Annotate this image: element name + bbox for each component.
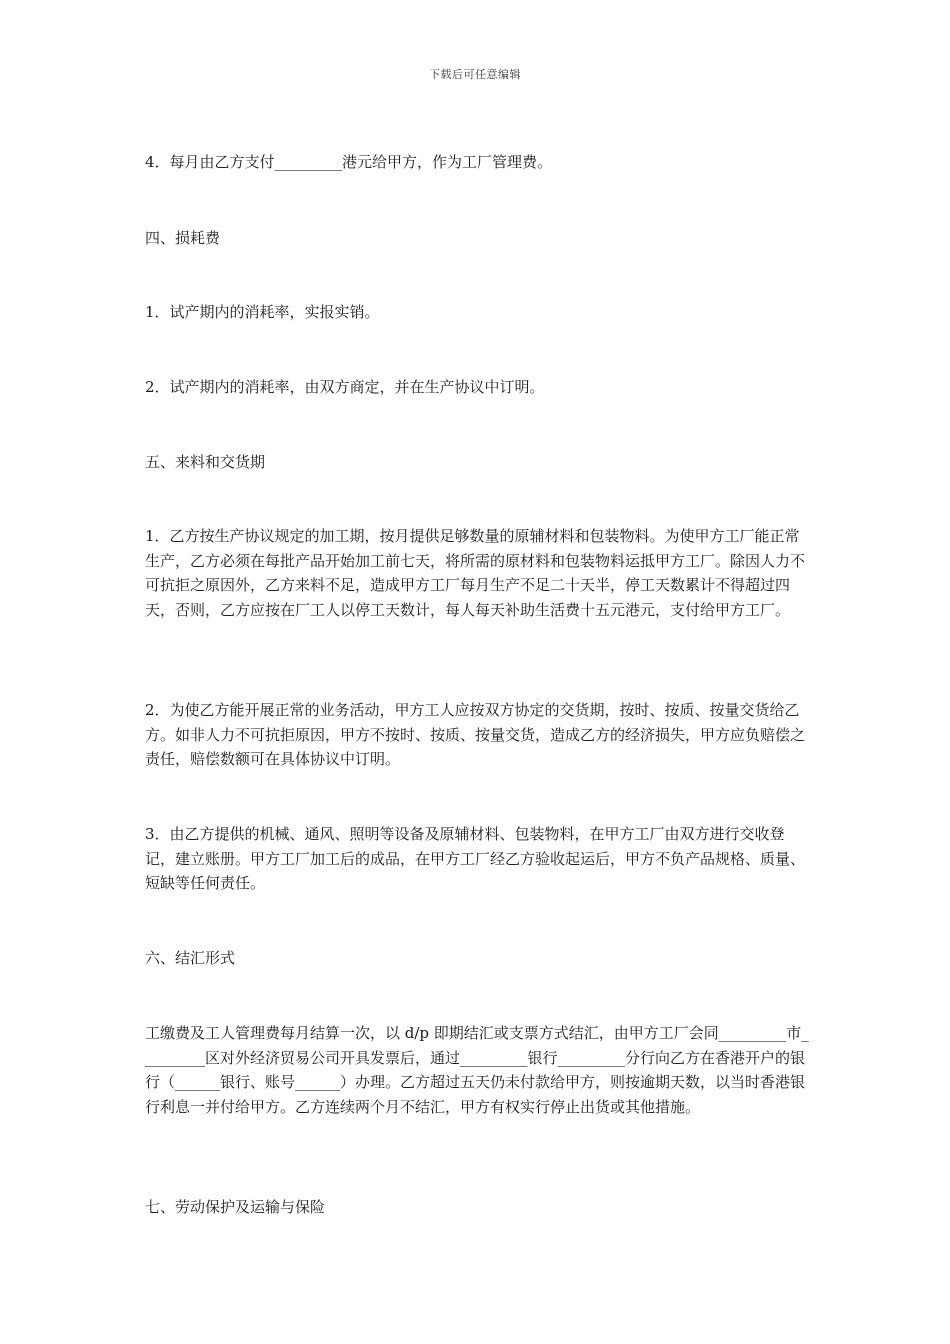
section-heading-7: 七、劳动保护及运输与保险 (145, 1198, 326, 1216)
section-heading-6: 六、结汇形式 (145, 949, 236, 967)
clause-3-item-4: 4．每月由乙方支付_________港元给甲方，作为工厂管理费。 (145, 153, 553, 171)
clause-6-settlement: 工缴费及工人管理费每月结算一次，以 d/p 即期结汇或支票方式结汇，由甲方工厂会同_________市_________区对外经济贸易公司开具发票后，通过_________银行_________分行向乙方在香港开户的银行（______银行、账号______）办理。乙方超过五天仍未付款给甲方，则按逾期天数，以当时香港银行利息一并付给甲方。乙方连续两个月不结汇，甲方有权实行停止出货或其他措施。 (145, 1024, 809, 1116)
clause-5-item-3: 3．由乙方提供的机械、通风、照明等设备及原辅材料、包装物料，在甲方工厂由双方进行交收登记，建立账册。甲方工厂加工后的成品，在甲方工厂经乙方验收起运后，甲方不负产品规格、质量、短缺等任何责任。 (145, 825, 806, 892)
clause-5-item-2: 2．为使乙方能开展正常的业务活动，甲方工人应按双方协定的交货期，按时、按质、按量交货给乙方。如非人力不可抗拒原因，甲方不按时、按质、按量交货，造成乙方的经济损失，甲方应负赔偿之责任，赔偿数额可在具体协议中订明。 (145, 701, 806, 768)
page-header-note: 下载后可任意编辑 (429, 68, 521, 81)
clause-4-item-2: 2．试产期内的消耗率，由双方商定，并在生产协议中订明。 (145, 378, 545, 396)
clause-4-item-1: 1．试产期内的消耗率，实报实销。 (145, 303, 380, 321)
section-heading-5: 五、来料和交货期 (145, 453, 266, 471)
clause-5-item-1: 1．乙方按生产协议规定的加工期，按月提供足够数量的原辅材料和包装物料。为使甲方工厂能正常生产，乙方必须在每批产品开始加工前七天，将所需的原材料和包装物料运抵甲方工厂。除因人力不可抗拒之原因外，乙方来料不足，造成甲方工厂每月生产不足二十天半，停工天数累计不得超过四天，否则，乙方应按在厂工人以停工天数计，每人每天补助生活费十五元港元，支付给甲方工厂。 (145, 527, 806, 619)
section-heading-4: 四、损耗费 (145, 229, 221, 247)
